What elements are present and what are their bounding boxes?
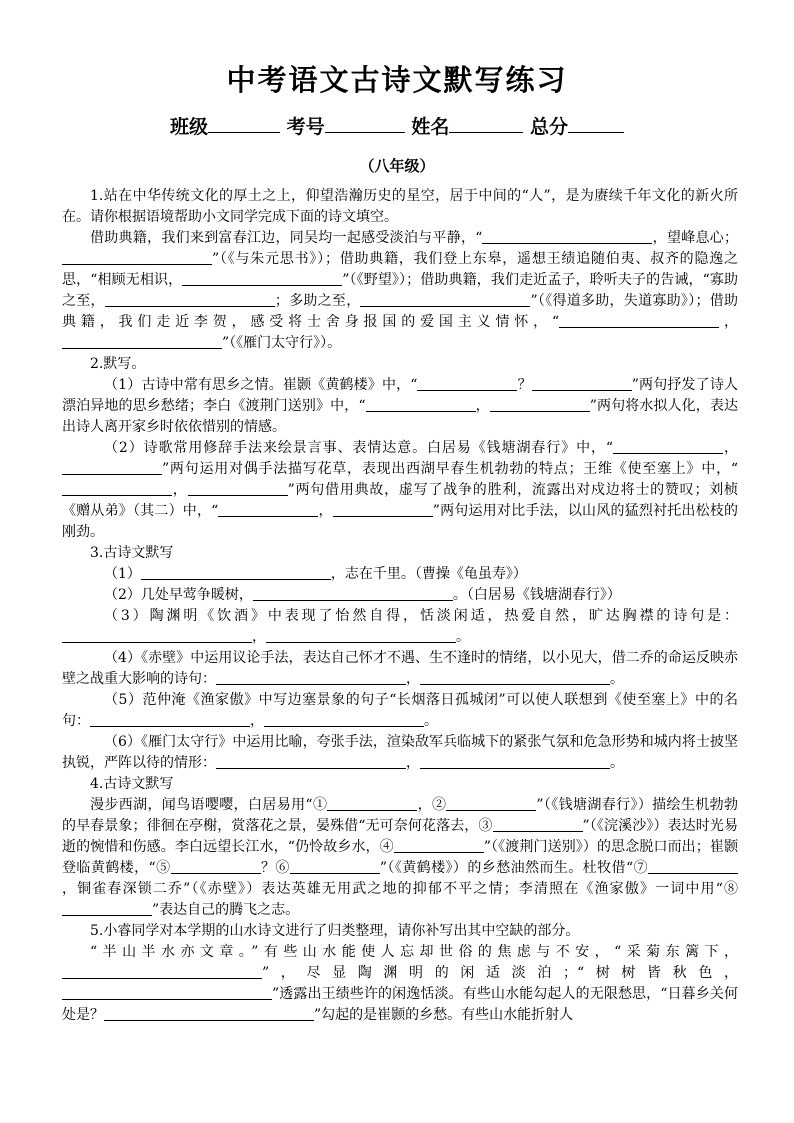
q3-item5: （5）范仲淹《渔家傲》中写边塞景象的句子“长烟落日孤城闭”可以使人联想到《使至塞上》中的名句： ， 。: [62, 692, 738, 729]
answer-blank[interactable]: [333, 502, 433, 517]
answer-blank[interactable]: [216, 670, 406, 685]
q2-part2: （2）诗歌常用修辞手法来绘景言事、表情达意。白居易《钱塘湖春行》中，“ ，”两句运用对偶手法描写花草，表现出西湖早春生机勃勃的特点；王维《使至塞上》中，“， ”两句借用典故，虚写了战争的胜利，流露出对戍边将士的赞叹；刘桢《赠从弟》（其二）中，“ ， ”两句运用对比手法，以山风的猛烈衬托出松枝的刚劲。: [62, 440, 739, 540]
answer-blank[interactable]: [253, 586, 453, 601]
answer-blank[interactable]: [613, 439, 723, 454]
q4-text: 漫步西湖，闻鸟语嘤嘤，白居易用“① ，② ”（《钱塘湖春行》）描绘生机勃勃的早春景象；徘徊在亭榭，赏落花之景，晏殊借“无可奈何花落去，③ ”（《浣溪沙》）表达时光易逝的惋惜和伤感。李白远望长江水，“仍怜故乡水，④ ”（《渡荆门送别》）的思念脱口而出；崔颢登临黄鹤楼，“⑤ ？⑥ ”（《黄鹤楼》）的乡愁油然而生。杜牧借“⑦，铜雀春深锁二乔”（《赤壁》）表达英雄无用武之地的抑郁不平之情；李清照在《渔家傲》一词中用“⑧”表达自己的腾飞之志。: [62, 797, 739, 918]
answer-blank[interactable]: [90, 712, 250, 727]
answer-blank[interactable]: [62, 985, 272, 1000]
answer-blank[interactable]: [482, 229, 652, 244]
answer-blank[interactable]: [62, 901, 152, 916]
answer-blank[interactable]: [417, 376, 517, 391]
answer-blank[interactable]: [62, 628, 252, 643]
number-blank[interactable]: [325, 114, 405, 133]
answer-blank[interactable]: [360, 292, 530, 307]
q3-item6: （6）《雁门太守行》中运用比喻，夸张手法，渲染敌军兵临城下的紧张气氛和危急形势和城内将士披坚执锐，严阵以待的情形： ， 。: [62, 734, 738, 771]
student-info-line: [0, 112, 794, 139]
name-label: 姓名: [411, 116, 450, 138]
q5-text: “半山半水亦文章。”有些山水能使人忘却世俗的焦虑与不安，“采菊东篱下，”，尽显陶渊明的闲适淡泊；“树树皆秋色，”透露出王绩些许的闲逸恬淡。有些山水能勾起人的无限愁思，“日暮乡关何处是？ ”勾起的是崔颢的乡愁。有些山水能折射人: [62, 944, 738, 1023]
class-blank[interactable]: [208, 114, 280, 133]
page-title: 中考语文古诗文默写练习: [226, 63, 568, 97]
answer-blank[interactable]: [216, 754, 406, 769]
answer-blank[interactable]: [141, 565, 331, 580]
q2-part1: （1）古诗中常有思乡之情。崔颢《黄鹤楼》中，“ ？ ”两句抒发了诗人漂泊异地的思乡愁绪；李白《渡荆门送别》中，“ ， ”两句将水拟人化，表达出诗人离开家乡时依依惜别的情感。: [62, 377, 739, 435]
answer-blank[interactable]: [648, 859, 738, 874]
answer-blank[interactable]: [105, 292, 275, 307]
q1-intro: 1.站在中华传统文化的厚土之上，仰望浩瀚历史的星空，居于中间的“人”，是为赓续千年文化的新火所在。请你根据语境帮助小文同学完成下面的诗文填空。: [62, 188, 738, 225]
exercise-body: [62, 186, 738, 1026]
answer-blank[interactable]: [104, 1006, 314, 1021]
answer-blank[interactable]: [264, 712, 424, 727]
score-label: 总分: [529, 116, 568, 138]
answer-blank[interactable]: [493, 817, 583, 832]
answer-blank[interactable]: [182, 271, 342, 286]
answer-blank[interactable]: [532, 376, 632, 391]
class-label: 班级: [170, 116, 209, 138]
answer-blank[interactable]: [394, 838, 484, 853]
answer-blank[interactable]: [327, 796, 417, 811]
answer-blank[interactable]: [62, 481, 172, 496]
answer-blank[interactable]: [559, 313, 719, 328]
answer-blank[interactable]: [290, 859, 380, 874]
q3-item4: （4）《赤壁》中运用议论手法，表达自己怀才不遇、生不逢时的情绪，以小见大，借二乔的命运反映赤壁之战重大影响的诗句： ， 。: [62, 650, 738, 687]
grade-label: （八年级）: [359, 157, 435, 175]
answer-blank[interactable]: [188, 481, 288, 496]
q3-item2: （2）几处早莺争暖树， 。（白居易《钱塘湖春行》）: [104, 587, 621, 603]
answer-blank[interactable]: [266, 628, 456, 643]
answer-blank[interactable]: [62, 250, 212, 265]
answer-blank[interactable]: [62, 460, 162, 475]
answer-blank[interactable]: [218, 502, 318, 517]
answer-blank[interactable]: [420, 754, 610, 769]
answer-blank[interactable]: [366, 397, 476, 412]
q1-text: 借助典籍，我们来到富春江边，同吴均一起感受淡泊与平静，“ ，望峰息心；”（《与朱元思书》）；借助典籍，我们登上东皋，遥想王绩追随伯夷、叔齐的隐逸之思，“相顾无相识， ”（《野望》）；借助典籍，我们走近孟子，聆听夫子的告诫，“寡助之至， ；多助之至， ”（《得道多助，失道寡助》）；借助典籍，我们走近李贺，感受将士舍身报国的爱国主义情怀，“ ，”（《雁门太守行》）。: [62, 230, 739, 351]
answer-blank[interactable]: [62, 334, 222, 349]
answer-blank[interactable]: [446, 796, 536, 811]
q5-heading: 5.小睿同学对本学期的山水诗文进行了归类整理，请你补写出其中空缺的部分。: [90, 923, 580, 939]
score-blank[interactable]: [568, 114, 624, 133]
number-label: 考号: [286, 116, 325, 138]
answer-blank[interactable]: [62, 964, 262, 979]
q2-heading: 2.默写。: [90, 356, 146, 372]
q3-heading: 3.古诗文默写: [90, 545, 174, 561]
answer-blank[interactable]: [490, 397, 590, 412]
answer-blank[interactable]: [420, 670, 610, 685]
q3-item3: （3）陶渊明《饮酒》中表现了怡然自得，恬淡闲适，热爱自然，旷达胸襟的诗句是：， 。: [62, 606, 738, 648]
answer-blank[interactable]: [171, 859, 261, 874]
q4-heading: 4.古诗文默写: [90, 776, 174, 792]
name-blank[interactable]: [449, 114, 523, 133]
q3-item1: （1） ，志在千里。（曹操《龟虽寿》）: [104, 566, 527, 582]
